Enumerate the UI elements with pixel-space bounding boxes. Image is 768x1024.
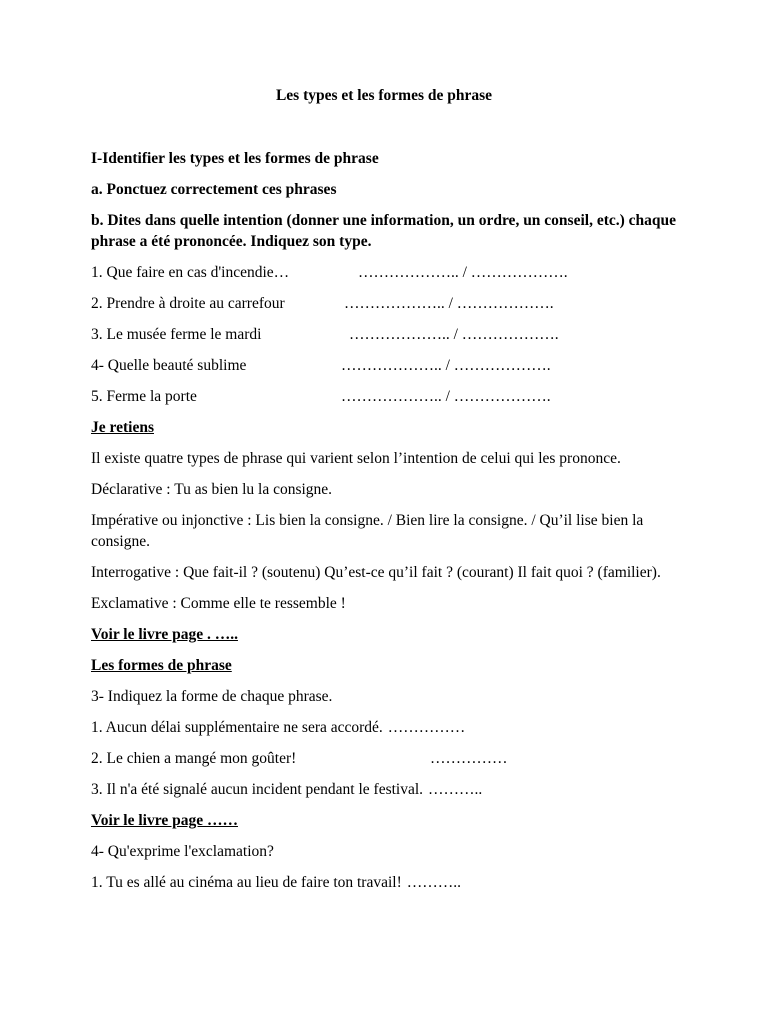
exercise-question: 2. Le chien a mangé mon goûter! (91, 750, 297, 767)
je-retiens-heading: Je retiens (91, 419, 154, 436)
exclamation-question: 4- Qu'exprime l'exclamation? (91, 843, 274, 860)
exercise-question: 1. Aucun délai supplémentaire ne sera accordé. (91, 719, 383, 736)
exercise-item (91, 748, 681, 769)
answer-blank: ……………….. / ………………. (349, 326, 559, 343)
exercise-question: 2. Prendre à droite au carrefour (91, 295, 285, 312)
exercise-item (91, 355, 681, 376)
answer-blank: ……….. (428, 781, 483, 798)
answer-blank: ……….. (406, 874, 462, 891)
exercise-item (91, 717, 681, 738)
voir-livre-1: Voir le livre page . ….. (91, 626, 238, 643)
voir-livre-2: Voir le livre page …… (91, 812, 238, 829)
exercise-question: 5. Ferme la porte (91, 388, 197, 405)
exercise-question: 4- Quelle beauté sublime (91, 357, 247, 374)
answer-blank: ……………….. / ………………. (344, 295, 554, 312)
exercise-question: 1. Que faire en cas d'incendie… (91, 264, 290, 281)
retiens-interrogative: Interrogative : Que fait-il ? (soutenu) Qu’est-ce qu’il fait ? (courant) Il fait quoi ? (familier). (91, 564, 661, 581)
exercise-question: 1. Tu es allé au cinéma au lieu de faire ton travail! (91, 874, 402, 891)
exercise-question: 3. Le musée ferme le mardi (91, 326, 262, 343)
answer-blank: …………… (387, 719, 466, 736)
exercise-question: 3. Il n'a été signalé aucun incident pendant le festival. (91, 781, 424, 798)
exercise-item (91, 872, 681, 893)
retiens-declarative: Déclarative : Tu as bien lu la consigne. (91, 481, 333, 498)
instruction-b: b. Dites dans quelle intention (donner une information, un ordre, un conseil, etc.) chaque phrase a été prononcée. Indiquez son type. (91, 212, 677, 250)
exercise-item (91, 386, 681, 407)
answer-blank: …………… (430, 750, 508, 767)
instruction-a: a. Ponctuez correctement ces phrases (91, 181, 337, 198)
document-title: Les types et les formes de phrase (275, 87, 493, 104)
exercise-item (91, 779, 681, 800)
exercise-item (91, 262, 681, 283)
document-body (91, 148, 681, 903)
answer-blank: ……………….. / ………………. (341, 388, 551, 405)
section1-heading: I-Identifier les types et les formes de phrase (91, 150, 379, 167)
retiens-intro: Il existe quatre types de phrase qui varient selon l’intention de celui qui les prononce. (91, 450, 621, 467)
retiens-exclamative: Exclamative : Comme elle te ressemble ! (91, 595, 346, 612)
formes-instruction: 3- Indiquez la forme de chaque phrase. (91, 688, 333, 705)
answer-blank: ……………….. / ………………. (358, 264, 568, 281)
formes-heading: Les formes de phrase (91, 657, 232, 674)
retiens-imperative: Impérative ou injonctive : Lis bien la consigne. / Bien lire la consigne. / Qu’il lise bien la consigne. (91, 512, 644, 550)
exercise-item (91, 324, 681, 345)
exercise-item (91, 293, 681, 314)
answer-blank: ……………….. / ………………. (341, 357, 551, 374)
